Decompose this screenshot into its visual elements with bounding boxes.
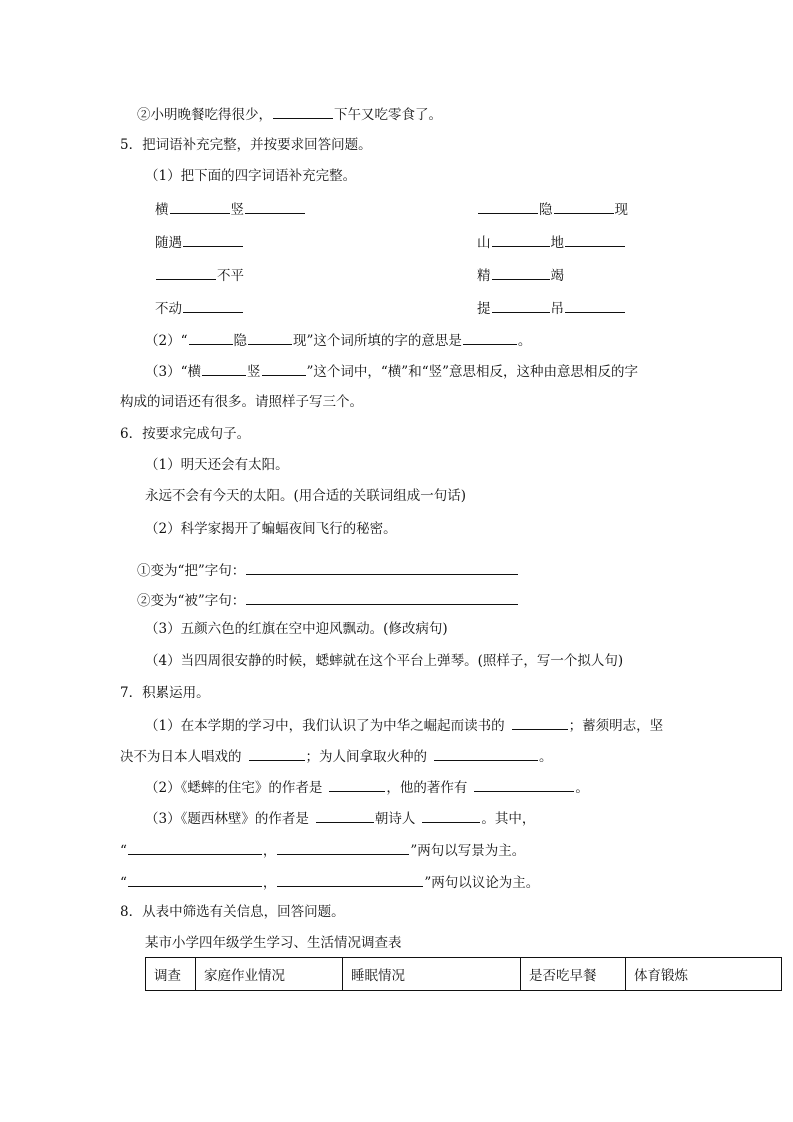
idiom-ti-diao: 提 吊: [477, 298, 626, 318]
answer-blank[interactable]: [492, 265, 550, 280]
q6-s1b: 永远不会有今天的太阳。(用合适的关联词组成一句话): [145, 488, 467, 504]
answer-blank[interactable]: [248, 330, 292, 345]
q6-title: 6．按要求完成句子。: [120, 426, 251, 442]
answer-blank[interactable]: [492, 232, 550, 247]
q7-title: 7．积累运用。: [120, 685, 210, 701]
q7-p2: （2）《蟋蟀的住宅》的作者是 ，他的著作有 。: [145, 777, 589, 797]
idiom-budong: 不动: [155, 298, 244, 318]
idiom-suiyu: 随遇: [155, 232, 244, 252]
answer-blank[interactable]: [422, 808, 480, 823]
q7-poem-scene: “ ， ”两句以写景为主。: [120, 840, 525, 860]
table-header-cell: 是否吃早餐: [521, 958, 626, 991]
q7-poem-argue: “ ， ”两句以议论为主。: [120, 872, 539, 892]
table-header-cell: 调查: [146, 958, 196, 991]
q7-p1-cont: 决不为日本人唱戏的 ；为人间拿取火种的 。: [120, 746, 553, 766]
q6-bei: ②变为“被”字句：: [137, 590, 519, 610]
q7-p3: （3）《题西林壁》的作者是 朝诗人 。其中，: [145, 808, 535, 828]
answer-line[interactable]: [128, 840, 262, 855]
q5-sub3-cont: 构成的词语还有很多。请照样子写三个。: [120, 394, 363, 410]
answer-blank[interactable]: [170, 199, 230, 214]
answer-blank[interactable]: [474, 777, 574, 792]
answer-line[interactable]: [246, 590, 518, 605]
answer-blank[interactable]: [273, 104, 333, 119]
answer-blank[interactable]: [156, 265, 216, 280]
q6-s2: （2）科学家揭开了蝙蝠夜间飞行的秘密。: [145, 521, 397, 537]
answer-blank[interactable]: [565, 298, 625, 313]
q6-ba: ①变为“把”字句：: [137, 560, 519, 580]
answer-blank[interactable]: [183, 232, 243, 247]
answer-blank[interactable]: [478, 199, 538, 214]
answer-blank[interactable]: [554, 199, 614, 214]
answer-blank[interactable]: [512, 715, 568, 730]
q5-title: 5．把词语补充完整，并按要求回答问题。: [120, 137, 372, 153]
q4-item2: ②小明晚餐吃得很少， 下午又吃零食了。: [137, 104, 442, 124]
answer-blank[interactable]: [183, 298, 243, 313]
q5-sub2: （2）“ 隐 现”这个词所填的字的意思是 。: [145, 330, 531, 350]
answer-blank[interactable]: [245, 199, 305, 214]
idiom-yin-xian: 隐 现: [477, 199, 628, 219]
q7-p1: （1）在本学期的学习中，我们认识了为中华之崛起而读书的 ；蓄须明志，坚: [145, 715, 663, 735]
answer-blank[interactable]: [434, 746, 538, 761]
answer-line[interactable]: [277, 872, 423, 887]
table-header-cell: 体育锻炼: [626, 958, 782, 991]
table-header-cell: 睡眠情况: [343, 958, 521, 991]
idiom-jing-jie: 精 竭: [477, 265, 564, 285]
idiom-heng-shu: 横 竖: [155, 199, 306, 219]
answer-blank[interactable]: [463, 330, 517, 345]
survey-table: [145, 957, 782, 991]
q5-sub3: （3）“横 竖 ”这个词中，“横”和“竖”意思相反，这种由意思相反的字: [145, 361, 638, 381]
q6-s4: （4）当四周很安静的时候，蟋蟀就在这个平台上弹琴。(照样子，写一个拟人句): [145, 653, 624, 669]
answer-blank[interactable]: [492, 298, 550, 313]
table-header-row: [146, 958, 782, 991]
answer-blank[interactable]: [249, 746, 305, 761]
q8-table-title: 某市小学四年级学生学习、生活情况调查表: [145, 935, 402, 951]
answer-blank[interactable]: [189, 330, 233, 345]
answer-line[interactable]: [277, 840, 409, 855]
table-header-cell: 家庭作业情况: [196, 958, 343, 991]
idiom-buping: 不平: [155, 265, 244, 285]
q6-s3: （3）五颜六色的红旗在空中迎风飘动。(修改病句): [145, 621, 448, 637]
answer-blank[interactable]: [262, 361, 306, 376]
answer-blank[interactable]: [565, 232, 625, 247]
answer-blank[interactable]: [329, 777, 385, 792]
q6-s1: （1）明天还会有太阳。: [145, 457, 289, 473]
idiom-shan-di: 山 地: [477, 232, 626, 252]
answer-blank[interactable]: [202, 361, 246, 376]
q8-title: 8．从表中筛选有关信息，回答问题。: [120, 904, 345, 920]
answer-blank[interactable]: [316, 808, 374, 823]
answer-line[interactable]: [128, 872, 262, 887]
answer-line[interactable]: [246, 560, 518, 575]
q5-sub1: （1）把下面的四字词语补充完整。: [145, 168, 357, 184]
